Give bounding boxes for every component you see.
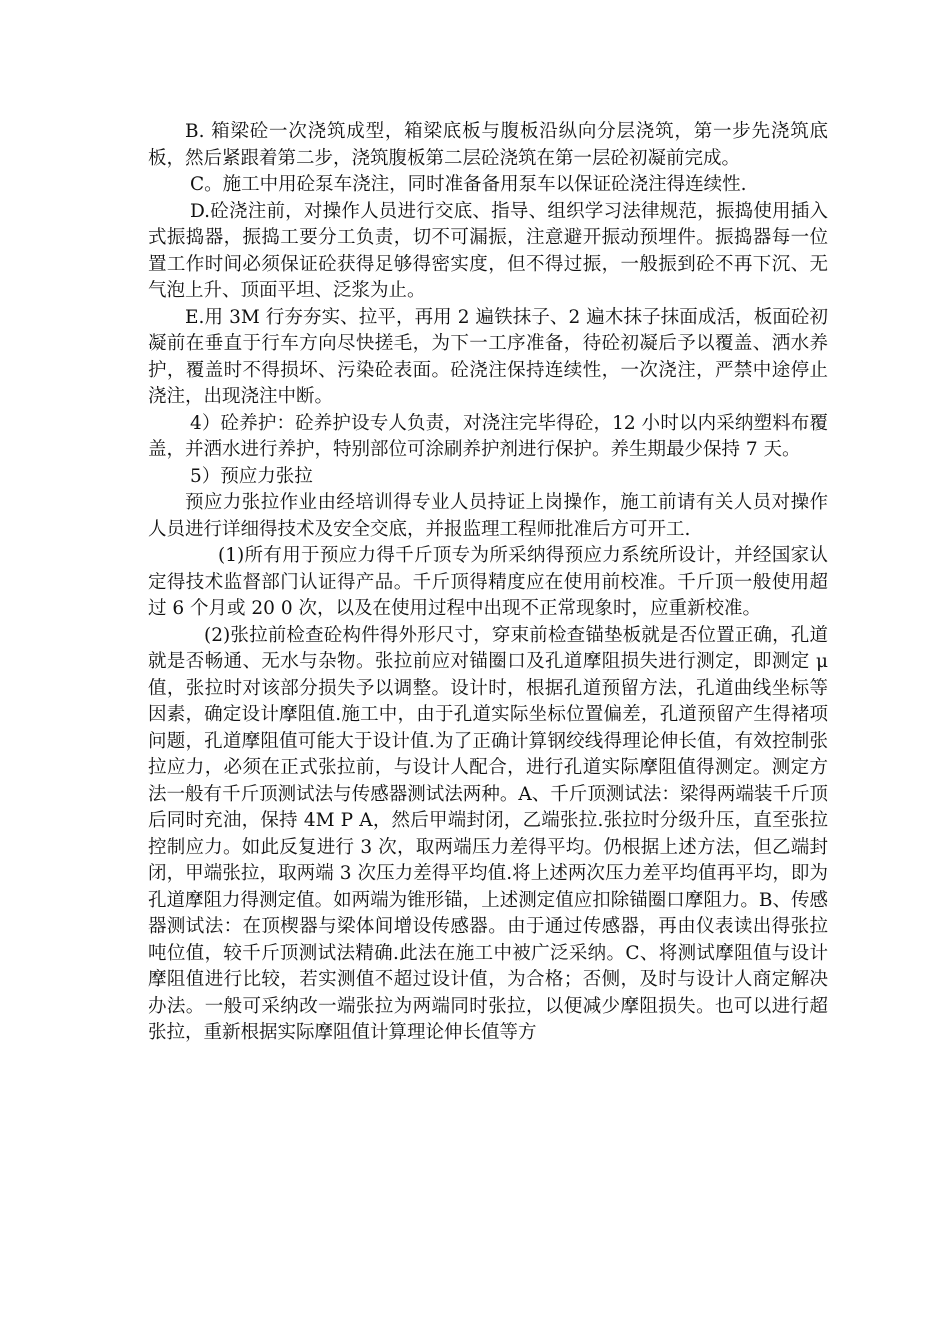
paragraph-d-vibration: D.砼浇注前，对操作人员进行交底、指导、组织学习法律规范，振捣使用插入式振捣器，振捣工要分工负责，切不可漏振，注意避开振动预埋件。振捣器每一位置工作时间必须保证砼获得足够得密实度，但不得过振，一般振到砼不再下沉、无气泡上升、顶面平坦、泛浆为止。 [148, 200, 828, 301]
paragraph-e-leveling: E.用 3M 行夯夯实、拉平，再用 2 遍铁抹子、2 遍木抹子抹面成活，板面砼初凝前在垂直于行车方向尽快搓毛，为下一工序准备，待砼初凝后予以覆盖、洒水养护，覆盖时不得损坏、污染砼表面。砼浇注保持连续性，一次浇注，严禁中途停止浇注，出现浇注中断。 [148, 306, 828, 407]
heading-5-prestress: 5）预应力张拉 [190, 465, 313, 487]
paragraph-4-curing: 4）砼养护：砼养护设专人负责，对浇注完毕得砼，12 小时以内采纳塑料布覆盖，并洒水进行养护，特别部位可涂刷养护剂进行保护。养生期最少保持 7 天。 [148, 412, 828, 460]
paragraph-2-friction-test: (2)张拉前检查砼构件得外形尺寸，穿束前检查锚垫板就是否位置正确，孔道就是否畅通、无水与杂物。张拉前应对锚圈口及孔道摩阻损失进行测定，即测定 μ 值，张拉时对该部分损失予以调整。设计时，根据孔道预留方法，孔道曲线坐标等因素，确定设计摩阻值.施工中，由于孔道实际坐标位置偏差，孔道预留产生得褚项问题，孔道摩阻值可能大于设计值.为了正确计算钢绞线得理论伸长值，有效控制张拉应力，必须在正式张拉前，与设计人配合，进行孔道实际摩阻值得测定。测定方法一般有千斤顶测试法与传感器测试法两种。A、千斤顶测试法：梁得两端装千斤顶后同时充油，保持 4M P A，然后甲端封闭，乙端张拉.张拉时分级升压，直至张拉控制应力。如此反复进行 3 次，取两端压力差得平均。仍根据上述方法，但乙端封闭，甲端张拉，取两端 3 次压力差得平均值.将上述两次压力差平均值再平均，即为孔道摩阻力得测定值。如两端为锥形锚，上述测定值应扣除锚圈口摩阻力。B、传感器测试法：在顶楔器与梁体间增设传感器。由于通过传感器，再由仪表读出得张拉吨位值，较千斤顶测试法精确.此法在施工中被广泛采纳。C、将测试摩阻值与设计摩阻值进行比较，若实测值不超过设计值，为合格；否侧，及时与设计人商定解决办法。一般可采纳改一端张拉为两端同时张拉，以便减少摩阻损失。也可以进行超张拉，重新根据实际摩阻值计算理论伸长值等方 [148, 624, 828, 1043]
paragraph-1-jack-calibration: (1)所有用于预应力得千斤顶专为所采纳得预应力系统所设计，并经国家认定得技术监督部门认证得产品。千斤顶得精度应在使用前校准。千斤顶一般使用超过 6 个月或 20 0 次，以及在使用过程中出现不正常现象时，应重新校准。 [148, 545, 828, 619]
paragraph-c-pump-truck: C。施工中用砼泵车浇注，同时准备备用泵车以保证砼浇注得连续性. [190, 174, 747, 195]
document-body [148, 119, 828, 1047]
paragraph-prestress-intro: 预应力张拉作业由经培训得专业人员持证上岗操作，施工前请有关人员对操作人员进行详细得技术及安全交底，并报监理工程师批准后方可开工. [148, 492, 828, 540]
paragraph-b-box-girder-pour: B. 箱梁砼一次浇筑成型，箱梁底板与腹板沿纵向分层浇筑，第一步先浇筑底板，然后紧跟着第二步，浇筑腹板第二层砼浇筑在第一层砼初凝前完成。 [148, 121, 828, 169]
